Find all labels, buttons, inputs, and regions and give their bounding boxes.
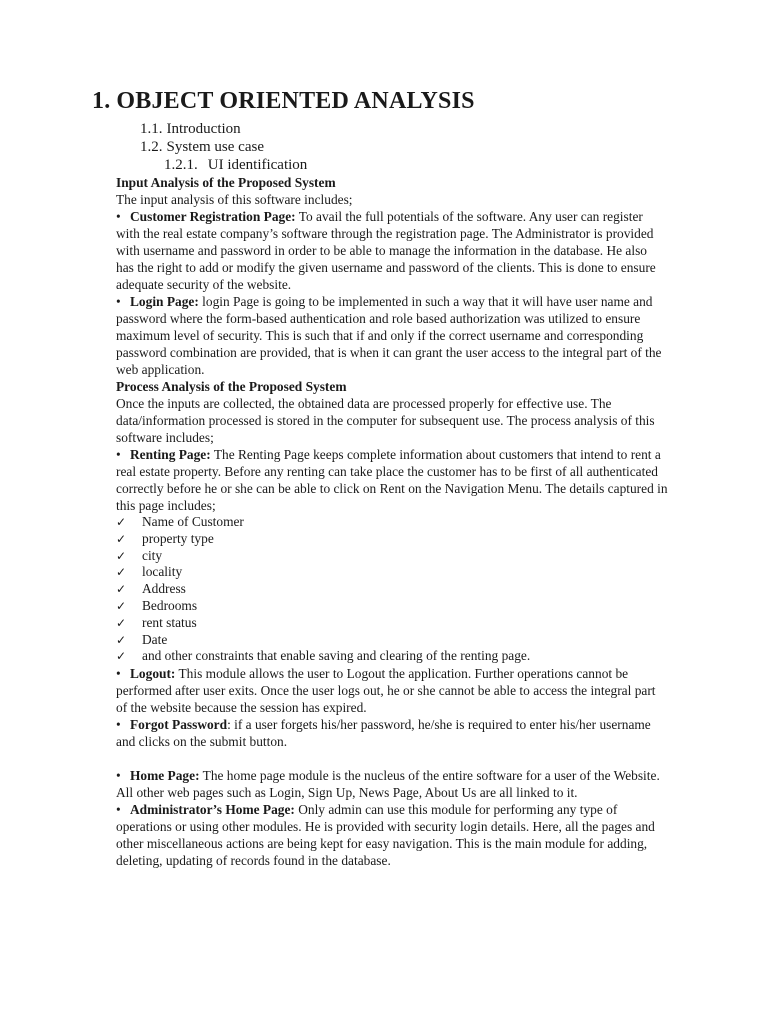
bullet-icon: • [116,717,121,733]
list-item-text: property type [142,530,214,546]
bullet-icon: • [116,768,121,784]
bullet-term: Customer Registration Page: [130,209,296,224]
checkmark-icon: ✓ [116,548,127,563]
bullet-text: login Page is going to be implemented in such a way that it will have user name and password where the form-based authentication and role based authorization was utilized to ensure maximum level of security. This is such that if and only if the correct username and corresponding password combination are provided, that is when it can grant the user access to the integral part of the web application. [116,294,662,377]
checkmark-icon: ✓ [116,582,127,597]
list-item [116,615,668,632]
bullet-forgot-password [116,716,668,750]
checkmark-icon: ✓ [116,531,127,546]
checkmark-icon: ✓ [116,649,127,664]
toc-number: 1.2.1. [164,157,198,173]
bullet-text: The home page module is the nucleus of the entire software for a user of the Website. All other web pages such as Login, Sign Up, News Page, About Us are all linked to it. [116,768,660,801]
checkmark-icon: ✓ [116,598,127,613]
list-item-text: locality [142,564,183,580]
list-item-text: Bedrooms [142,597,198,613]
list-item-text: city [142,547,163,563]
bullet-home-page [116,767,668,801]
list-item [116,514,668,531]
bullet-term: Administrator’s Home Page: [130,802,295,818]
list-item [116,648,668,665]
bullet-icon: • [116,802,121,818]
checkmark-icon: ✓ [116,615,127,630]
bullet-admin-home-page [116,801,668,869]
bullet-login-page [116,293,668,378]
toc-label: UI identification [207,157,308,173]
bullet-term: Logout: [130,666,176,682]
checkmark-icon: ✓ [116,565,127,580]
renting-details-checklist [116,514,668,665]
list-item [116,581,668,598]
input-analysis-title: Input Analysis of the Proposed System [116,175,336,190]
list-item-text: Date [142,631,168,647]
bullet-logout [116,665,668,716]
bullet-term: Forgot Password [130,717,228,733]
toc-item-introduction [140,120,668,138]
bullet-text: This module allows the user to Logout the application. Further operations cannot be performed after user exits. Once the user logs out, he or she cannot be able to access the integral part of the website because the session has expired. [116,666,656,716]
bullet-text: The Renting Page keeps complete information about customers that intend to rent a real estate property. Before any renting can take place the customer has to be first of all authenticated correctly before he or she can be able to click on Rent on the Navigation Menu. The details captured in this page includes; [116,447,668,513]
list-item [116,598,668,615]
heading-text: OBJECT ORIENTED ANALYSIS [116,88,475,114]
bullet-icon: • [116,294,121,309]
toc-item-system-use-case [140,138,668,156]
list-item-text: rent status [142,614,197,630]
toc-label: System use case [166,139,264,155]
page-title [92,84,668,118]
list-item-text: Address [142,581,186,597]
bullet-icon: • [116,447,121,462]
bullet-renting-page [116,446,668,514]
bullet-term: Renting Page: [130,447,211,462]
list-item [116,564,668,581]
bullet-term: Home Page: [130,768,200,784]
toc-number: 1.1. [140,121,163,137]
input-analysis-intro: The input analysis of this software includes; [116,192,353,207]
bullet-text: : if a user forgets his/her password, he/she is required to enter his/her username and clicks on the submit button. [116,717,651,750]
bullet-icon: • [116,209,121,224]
heading-number: 1. [92,88,111,114]
bullet-customer-registration [116,208,668,293]
paragraph-gap [116,750,668,767]
process-analysis-title: Process Analysis of the Proposed System [116,379,347,394]
checkmark-icon: ✓ [116,515,127,529]
toc-number: 1.2. [140,139,163,155]
list-item-text: and other constraints that enable saving and clearing of the renting page. [142,648,531,664]
bullet-term: Login Page: [130,294,199,309]
toc-item-ui-identification [164,156,668,174]
bullet-text: Only admin can use this module for performing any type of operations or using other modules. He is provided with security login details. Here, all the pages and other miscellaneous actions are being kept for easy navigation. This is the main module for adding, deleting, updating of records found in the database. [116,802,655,869]
toc-label: Introduction [166,121,241,137]
list-item-text: Name of Customer [142,514,244,529]
process-analysis-intro: Once the inputs are collected, the obtained data are processed properly for effective use. The data/information processed is stored in the computer for subsequent use. The process analysis of this software includes; [116,396,655,445]
list-item [116,548,668,565]
list-item [116,632,668,649]
bullet-icon: • [116,666,121,682]
list-item [116,531,668,548]
bullet-text: To avail the full potentials of the software. Any user can register with the real estate company’s software through the registration page. The Administrator is provided with username and password in order to be able to manage the information in the database. He also has the right to add or modify the given username and password of the clients. This is done to ensure adequate security of the website. [116,209,656,292]
checkmark-icon: ✓ [116,632,127,647]
